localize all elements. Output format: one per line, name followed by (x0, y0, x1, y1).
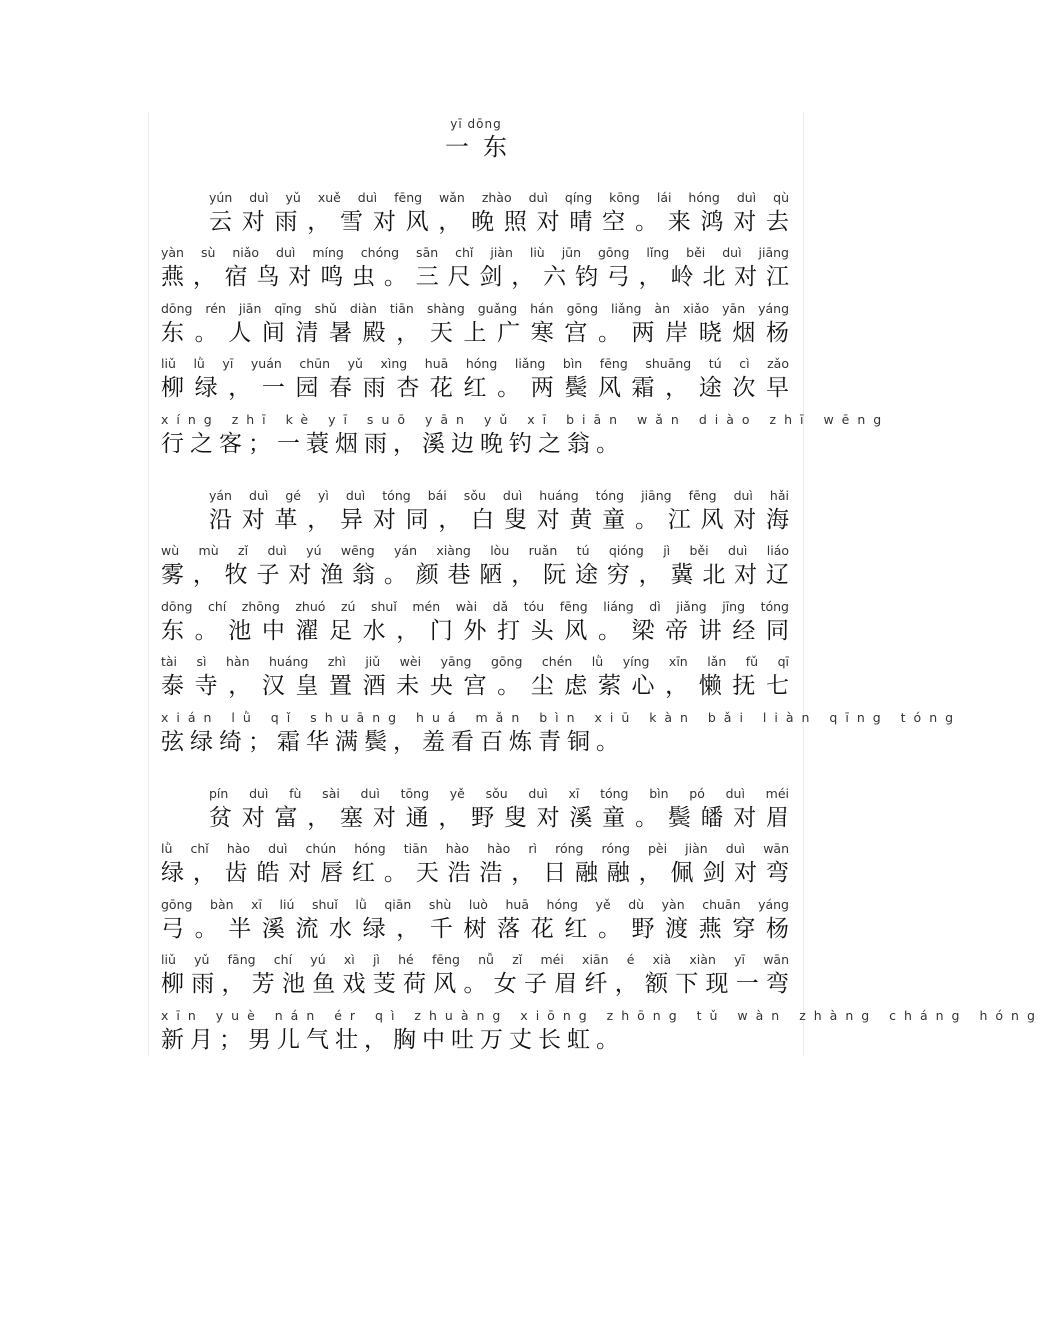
hanzi-line: 云对雨，雪对风，晚照对晴空。来鸿对去 (209, 209, 789, 235)
text-line (149, 1007, 1043, 1063)
text-line (149, 897, 805, 952)
hanzi-line: 雾，牧子对渔翁。颜巷陋，阮途穷，冀北对辽 (161, 562, 789, 589)
pinyin-line: tài sì hàn huáng zhì jiǔ wèi yāng gōng chén lǜ yíng xīn lǎn fǔ qī (161, 654, 789, 670)
pinyin-line: dōng rén jiān qīng shǔ diàn tiān shàng guǎng hán gōng liǎng àn xiǎo yān yáng (161, 300, 789, 316)
document-page (148, 112, 1043, 1056)
hanzi-line: 行之客；一蓑烟雨，溪边晚钓之翁。 (161, 430, 625, 457)
hanzi-line: 新月；男儿气壮，胸中吐万丈长虹。 (161, 1026, 625, 1053)
hanzi-line: 东。人间清暑殿，天上广寒宫。两岸晓烟杨 (161, 319, 789, 346)
pinyin-line: yàn sù niǎo duì míng chóng sān chǐ jiàn liù jūn gōng lǐng běi duì jiāng (161, 245, 789, 261)
pinyin-line: wù mù zǐ duì yú wēng yán xiàng lòu ruǎn tú qióng jì běi duì liáo (161, 543, 789, 559)
text-line (149, 543, 805, 598)
hanzi-line: 泰寺，汉皇置酒未央宫。尘虑萦心，懒抚七 (161, 673, 789, 700)
pinyin-line: lǜ chǐ hào duì chún hóng tiān hào hào rì róng róng pèi jiàn duì wān (161, 841, 789, 857)
pinyin-line: yán duì gé yì duì tóng bái sǒu duì huáng tóng jiāng fēng duì hǎi (209, 488, 789, 503)
hanzi-line: 沿对革，异对同，白叟对黄童。江风对海 (209, 507, 789, 533)
hanzi-line: 东。池中濯足水，门外打头风。梁帝讲经同 (161, 617, 789, 644)
text-line (149, 356, 805, 411)
text-line (149, 709, 962, 765)
pinyin-line: liǔ yǔ fāng chí yú xì jì hé fēng nǚ zǐ méi xiān é xià xiàn yī wān (161, 952, 789, 968)
text-line (149, 654, 805, 709)
text-line (149, 301, 805, 356)
hanzi-line: 弓。半溪流水绿，千树落花红。野渡燕穿杨 (161, 915, 789, 942)
hanzi-line: 燕，宿鸟对鸣虫。三尺剑，六钧弓，岭北对江 (161, 264, 789, 291)
pinyin-line: pín duì fù sài duì tōng yě sǒu duì xī tóng bìn pó duì méi (209, 786, 789, 801)
text-line (149, 786, 805, 841)
pinyin-line: dōng chí zhōng zhuó zú shuǐ mén wài dǎ tóu fēng liáng dì jiǎng jīng tóng (161, 598, 789, 614)
hanzi-line: 弦绿绮；霜华满鬓，羞看百炼青铜。 (161, 728, 625, 755)
title-block (149, 116, 803, 162)
hanzi-line: 柳雨，芳池鱼戏芰荷风。女子眉纤，额下现一弯 (161, 971, 789, 998)
pinyin-line: liǔ lǜ yī yuán chūn yǔ xìng huā hóng liǎng bìn fēng shuāng tú cì zǎo (161, 356, 789, 372)
text-line (149, 190, 805, 245)
title-hanzi: 一东 (445, 133, 521, 161)
text-line (149, 599, 805, 654)
paragraph-1 (149, 190, 890, 467)
paragraph-3 (149, 786, 1043, 1063)
hanzi-line: 绿，齿皓对唇红。天浩浩，日融融，佩剑对弯 (161, 860, 789, 887)
pinyin-line: yún duì yǔ xuě duì fēng wǎn zhào duì qíng kōng lái hóng duì qù (209, 190, 789, 205)
pinyin-line: xián lǜ qǐ shuāng huá mǎn bìn xiū kàn bǎi liàn qīng tóng (161, 709, 962, 725)
text-line (149, 411, 890, 467)
text-line (149, 245, 805, 300)
pinyin-line: gōng bàn xī liú shuǐ lǜ qiān shù luò huā hóng yě dù yàn chuān yáng (161, 896, 789, 912)
text-line (149, 952, 805, 1007)
pinyin-line: xíng zhī kè yī suō yān yǔ xī biān wǎn diào zhī wēng (161, 411, 890, 427)
hanzi-line: 柳绿，一园春雨杏花红。两鬓风霜，途次早 (161, 375, 789, 402)
pinyin-line: xīn yuè nán ér qì zhuàng xiōng zhōng tǔ wàn zhàng cháng hóng (161, 1007, 1043, 1023)
paragraph-2 (149, 488, 962, 765)
text-line (149, 841, 805, 896)
title-pinyin: yī dōng (450, 117, 502, 131)
hanzi-line: 贫对富，塞对通，野叟对溪童。鬓皤对眉 (209, 805, 789, 831)
text-line (149, 488, 805, 543)
